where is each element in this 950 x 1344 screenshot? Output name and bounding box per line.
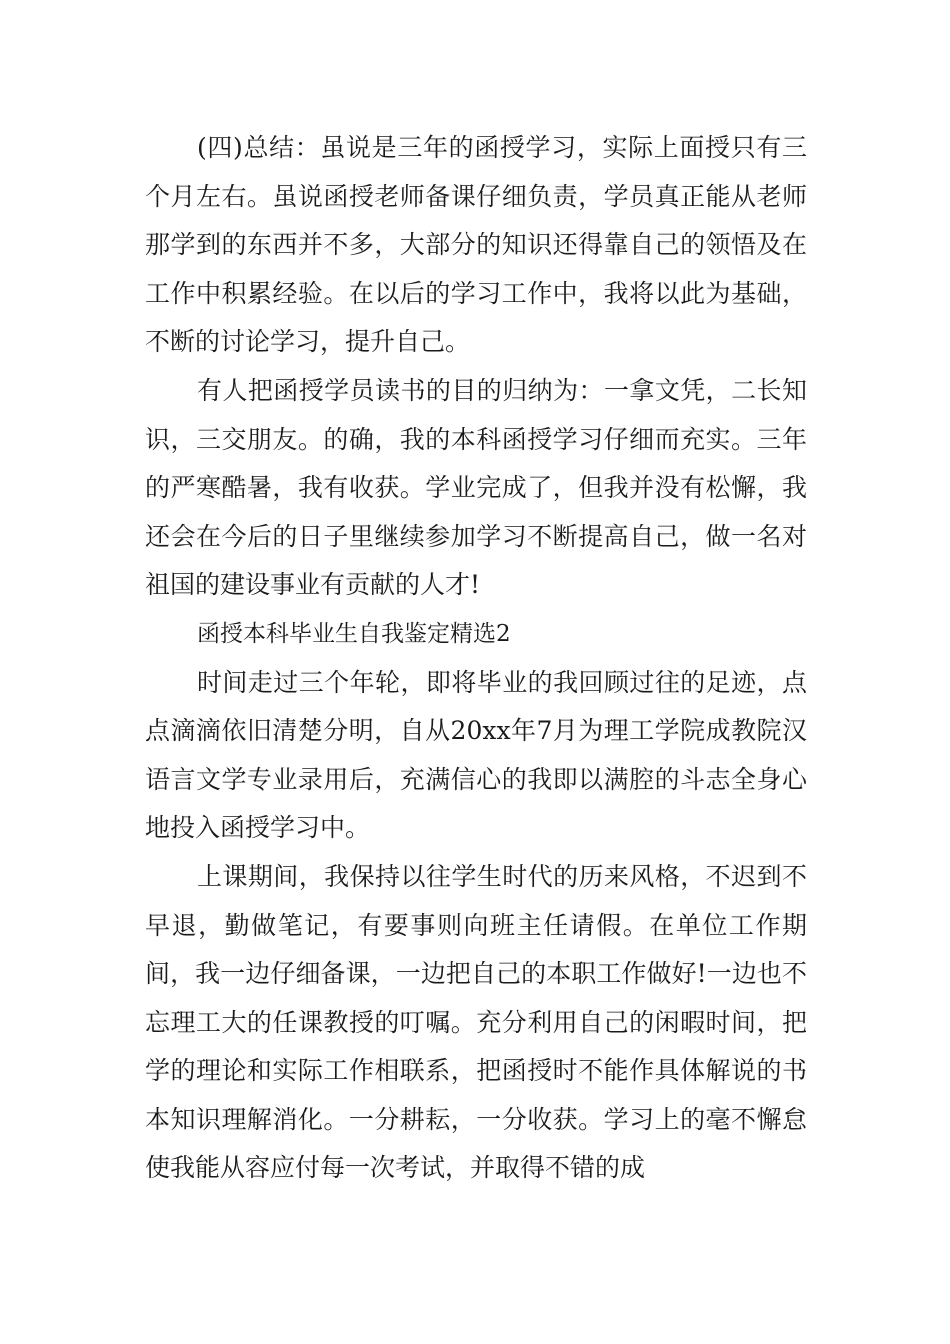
section-heading: 函授本科毕业生自我鉴定精选2 [197, 620, 511, 647]
paragraph-purpose: 有人把函授学员读书的目的归纳为：一拿文凭，二长知识，三交朋友。的确，我的本科函授学习仔细而充实。三年的严寒酷暑，我有收获。学业完成了，但我并没有松懈，我还会在今后的日子里继续参加学习不断提高自己，做一名对祖国的建设事业有贡献的人才! [145, 375, 807, 600]
document-body [145, 124, 807, 1193]
paragraph-summary: (四)总结：虽说是三年的函授学习，实际上面授只有三个月左右。虽说函授老师备课仔细负责，学员真正能从老师那学到的东西并不多，大部分的知识还得靠自己的领悟及在工作中积累经验。在以后的学习工作中，我将以此为基础，不断的讨论学习，提升自己。 [145, 133, 807, 357]
paragraph-study: 上课期间，我保持以往学生时代的历来风格，不迟到不早退，勤做笔记，有要事则向班主任请假。在单位工作期间，我一边仔细备课，一边把自己的本职工作做好!一边也不忘理工大的任课教授的叮嘱。充分利用自己的闲暇时间，把学的理论和实际工作相联系，把函授时不能作具体解说的书本知识理解消化。一分耕耘，一分收获。学习上的毫不懈怠使我能从容应付每一次考试，并取得不错的成 [145, 861, 807, 1183]
paragraph-intro: 时间走过三个年轮，即将毕业的我回顾过往的足迹，点点滴滴依旧清楚分明，自从20xx年7月为理工学院成教院汉语言文学专业录用后，充满信心的我即以满腔的斗志全身心地投入函授学习中。 [145, 667, 807, 843]
